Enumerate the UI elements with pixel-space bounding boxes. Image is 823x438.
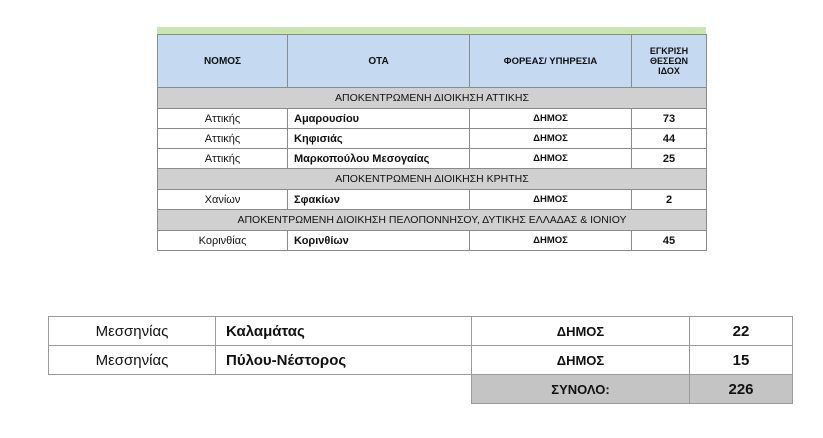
- table-row: [158, 190, 707, 210]
- cell-foreas: ΔΗΜΟΣ: [470, 231, 632, 251]
- cell-foreas: ΔΗΜΟΣ: [472, 346, 690, 375]
- header-egkrisi-line3: ΙΔΟΧ: [658, 66, 680, 76]
- section-row-kriti: [158, 169, 707, 190]
- continuation-table: [48, 316, 793, 404]
- total-value: 226: [690, 375, 793, 404]
- cell-ota: Πύλου-Νέστορος: [216, 346, 472, 375]
- header-egkrisi-line2: ΘΕΣΕΩΝ: [649, 56, 689, 66]
- header-nomos: ΝΟΜΟΣ: [158, 35, 288, 88]
- table-row: [158, 109, 707, 129]
- cell-foreas: ΔΗΜΟΣ: [470, 129, 632, 149]
- section-title: ΑΠΟΚΕΝΤΡΩΜΕΝΗ ΔΙΟΙΚΗΣΗ ΚΡΗΤΗΣ: [158, 169, 707, 190]
- table-row: [158, 149, 707, 169]
- section-title: ΑΠΟΚΕΝΤΡΩΜΕΝΗ ΔΙΟΙΚΗΣΗ ΑΤΤΙΚΗΣ: [158, 88, 707, 109]
- cell-foreas: ΔΗΜΟΣ: [470, 149, 632, 169]
- header-accent-strip: [157, 27, 706, 34]
- empty-cell: [49, 375, 216, 404]
- cell-theseis: 2: [632, 190, 707, 210]
- cell-ota: Αμαρουσίου: [288, 109, 470, 129]
- table-row: [49, 317, 793, 346]
- total-row: [49, 375, 793, 404]
- cell-ota: Κορινθίων: [288, 231, 470, 251]
- table-row: [158, 231, 707, 251]
- cell-theseis: 73: [632, 109, 707, 129]
- cell-nomos: Αττικής: [158, 149, 288, 169]
- cell-theseis: 22: [690, 317, 793, 346]
- cell-ota: Κηφισιάς: [288, 129, 470, 149]
- header-egkrisi: [632, 35, 707, 88]
- header-egkrisi-line1: ΕΓΚΡΙΣΗ: [649, 46, 689, 56]
- cell-theseis: 15: [690, 346, 793, 375]
- cell-nomos: Κορινθίας: [158, 231, 288, 251]
- header-foreas: ΦΟΡΕΑΣ/ ΥΠΗΡΕΣΙΑ: [470, 35, 632, 88]
- table-header-row: [158, 35, 707, 88]
- table-row: [49, 346, 793, 375]
- total-label: ΣΥΝΟΛΟ:: [472, 375, 690, 404]
- cell-foreas: ΔΗΜΟΣ: [470, 109, 632, 129]
- cell-nomos: Μεσσηνίας: [49, 346, 216, 375]
- cell-nomos: Αττικής: [158, 129, 288, 149]
- cell-foreas: ΔΗΜΟΣ: [472, 317, 690, 346]
- positions-table: [157, 34, 707, 251]
- empty-cell: [216, 375, 472, 404]
- cell-nomos: Χανίων: [158, 190, 288, 210]
- cell-theseis: 25: [632, 149, 707, 169]
- cell-nomos: Αττικής: [158, 109, 288, 129]
- cell-foreas: ΔΗΜΟΣ: [470, 190, 632, 210]
- cell-ota: Σφακίων: [288, 190, 470, 210]
- cell-theseis: 45: [632, 231, 707, 251]
- section-title: ΑΠΟΚΕΝΤΡΩΜΕΝΗ ΔΙΟΙΚΗΣΗ ΠΕΛΟΠΟΝΝΗΣΟΥ, ΔΥΤΙΚΗΣ ΕΛΛΑΔΑΣ & ΙΟΝΙΟΥ: [158, 210, 707, 231]
- cell-nomos: Μεσσηνίας: [49, 317, 216, 346]
- section-row-attiki: [158, 88, 707, 109]
- cell-ota: Μαρκοπούλου Μεσογαίας: [288, 149, 470, 169]
- table-row: [158, 129, 707, 149]
- cell-ota: Καλαμάτας: [216, 317, 472, 346]
- cell-theseis: 44: [632, 129, 707, 149]
- header-ota: ΟΤΑ: [288, 35, 470, 88]
- section-row-peloponnisos: [158, 210, 707, 231]
